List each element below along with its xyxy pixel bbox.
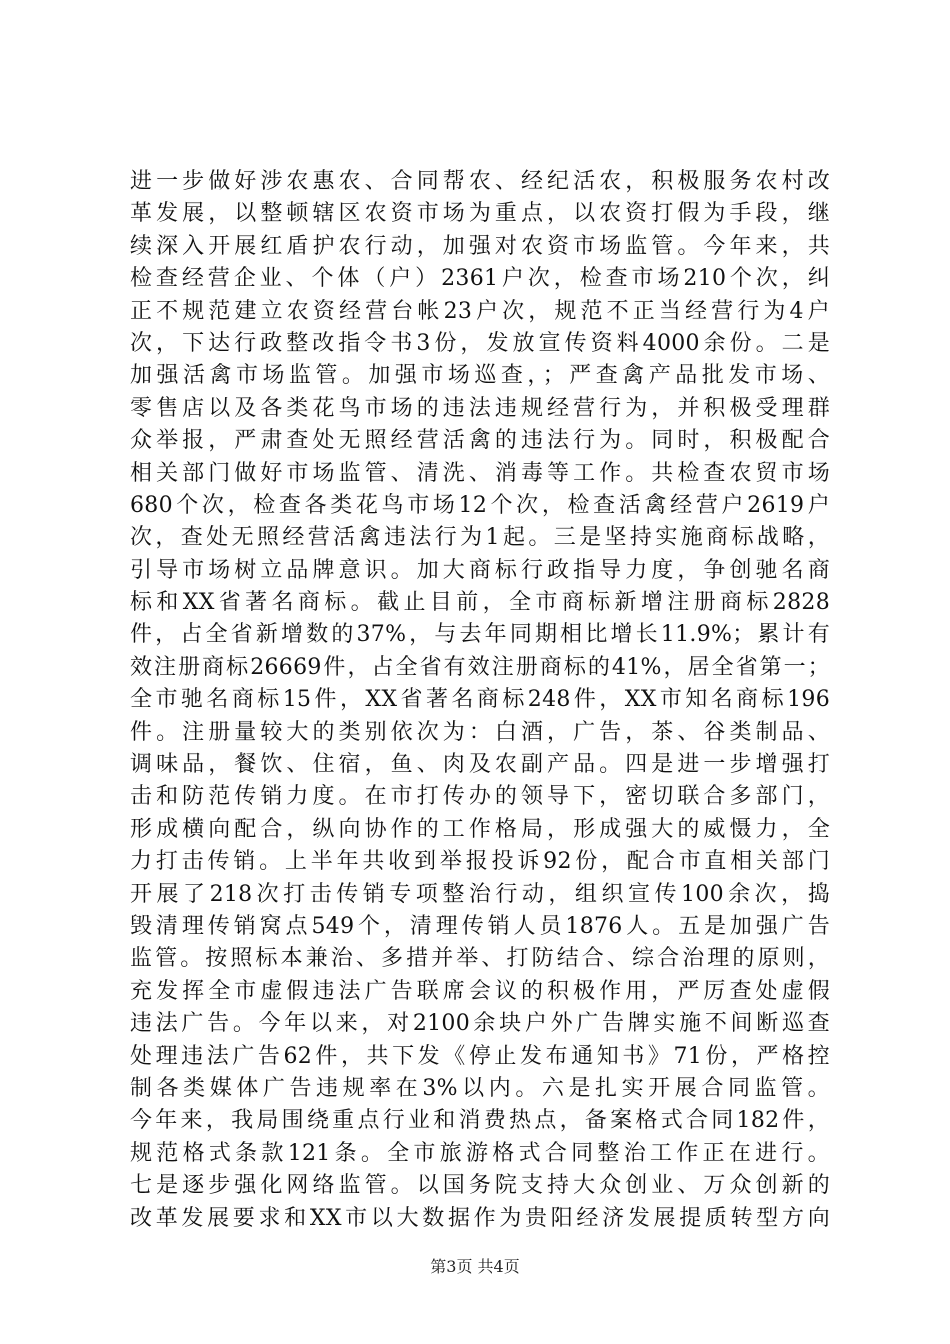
text-line: 处理违法广告62件，共下发《停止发布通知书》71份，严格控 <box>130 1043 830 1069</box>
text-line: 规范格式条款121条。全市旅游格式合同整治工作正在进行。 <box>130 1140 830 1166</box>
text-line: 众举报，严肃查处无照经营活禽的违法行为。同时，积极配合 <box>130 428 830 454</box>
text-line: 相关部门做好市场监管、清洗、消毒等工作。共检查农贸市场 <box>130 460 830 486</box>
text-line: 次，查处无照经营活禽违法行为1起。三是坚持实施商标战略， <box>130 525 830 551</box>
text-line: 标和XX省著名商标。截止目前，全市商标新增注册商标2828 <box>130 590 830 616</box>
text-line: 毁清理传销窝点549个，清理传销人员1876人。五是加强广告 <box>130 913 830 939</box>
text-line: 七是逐步强化网络监管。以国务院支持大众创业、万众创新的 <box>130 1173 830 1199</box>
text-line: 充发挥全市虚假违法广告联席会议的积极作用，严厉查处虚假 <box>130 978 830 1004</box>
text-line: 件，占全省新增数的37%，与去年同期相比增长11.9%；累计有 <box>130 622 830 648</box>
text-line: 全市驰名商标15件，XX省著名商标248件，XX市知名商标196 <box>130 687 830 713</box>
text-line: 效注册商标26669件，占全省有效注册商标的41%，居全省第一； <box>130 654 830 680</box>
text-line: 革发展，以整顿辖区农资市场为重点，以农资打假为手段，继 <box>130 201 830 227</box>
text-line: 改革发展要求和XX市以大数据作为贵阳经济发展提质转型方向 <box>130 1205 830 1231</box>
text-line: 引导市场树立品牌意识。加大商标行政指导力度，争创驰名商 <box>130 557 830 583</box>
text-line: 件。注册量较大的类别依次为：白酒，广告，茶、谷类制品、 <box>130 719 830 745</box>
text-line: 续深入开展红盾护农行动，加强对农资市场监管。今年来，共 <box>130 233 830 259</box>
text-line: 零售店以及各类花鸟市场的违法违规经营行为，并积极受理群 <box>130 395 830 421</box>
text-line: 680个次，检查各类花鸟市场12个次，检查活禽经营户2619户 <box>130 492 830 518</box>
text-line: 进一步做好涉农惠农、合同帮农、经纪活农，积极服务农村改 <box>130 169 830 194</box>
text-line: 加强活禽市场监管。加强市场巡查，；严查禽产品批发市场、 <box>130 363 830 389</box>
text-line: 次，下达行政整改指令书3份，发放宣传资料4000余份。二是 <box>130 330 830 356</box>
text-line: 今年来，我局围绕重点行业和消费热点，备案格式合同182件， <box>130 1108 830 1134</box>
text-line: 击和防范传销力度。在市打传办的领导下，密切联合多部门， <box>130 784 830 810</box>
text-line: 正不规范建立农资经营台帐23户次，规范不正当经营行为4户 <box>130 298 830 324</box>
text-line: 力打击传销。上半年共收到举报投诉92份，配合市直相关部门 <box>130 849 830 875</box>
page-footer: 第3页 共4页 <box>430 1257 520 1276</box>
body-text <box>130 166 830 1235</box>
text-line: 调味品，餐饮、住宿，鱼、肉及农副产品。四是进一步增强打 <box>130 752 830 778</box>
text-line: 形成横向配合，纵向协作的工作格局，形成强大的威慑力，全 <box>130 816 830 842</box>
text-line: 制各类媒体广告违规率在3%以内。六是扎实开展合同监管。 <box>130 1075 830 1101</box>
text-line: 监管。按照标本兼治、多措并举、打防结合、综合治理的原则， <box>130 946 830 972</box>
text-line: 开展了218次打击传销专项整治行动，组织宣传100余次，捣 <box>130 881 830 907</box>
text-line: 检查经营企业、个体（户）2361户次，检查市场210个次，纠 <box>130 266 830 292</box>
text-line: 违法广告。今年以来，对2100余块户外广告牌实施不间断巡查 <box>130 1011 830 1037</box>
